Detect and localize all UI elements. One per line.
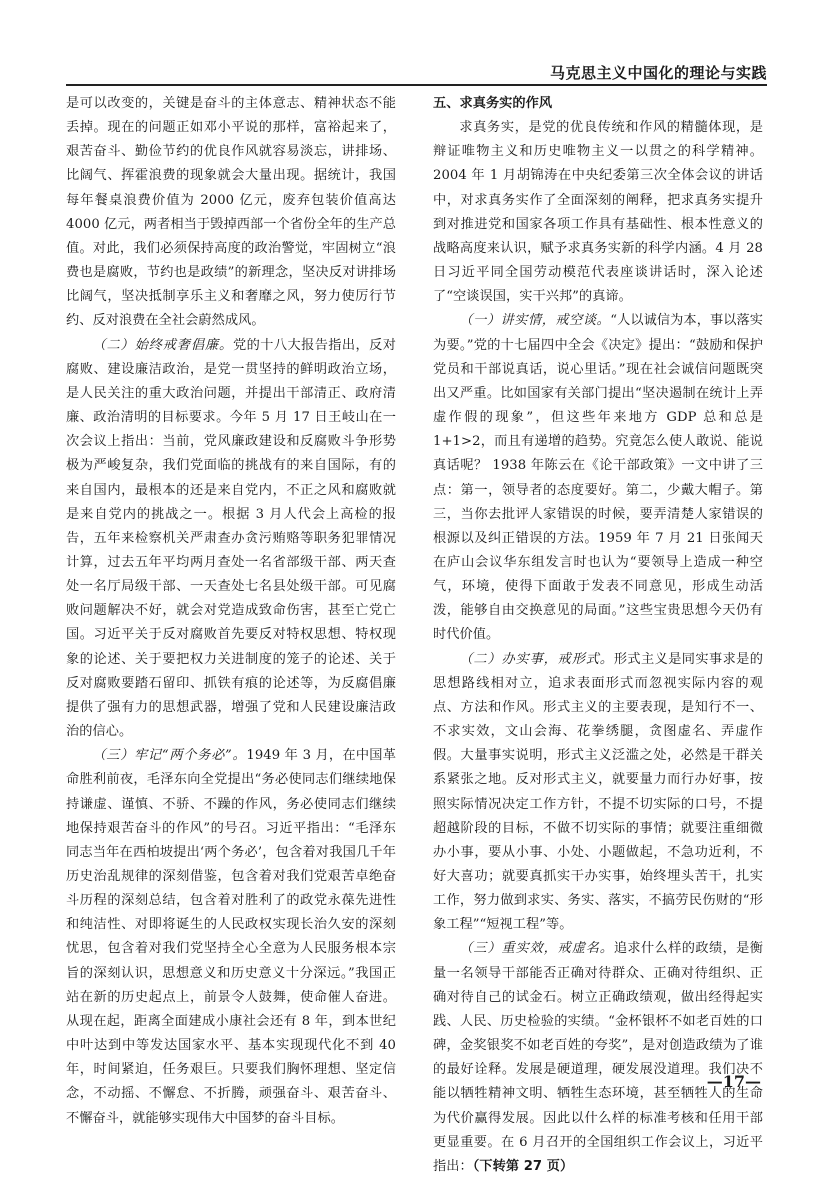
page-number: —17— xyxy=(706,1072,761,1091)
paragraph xyxy=(66,744,396,1131)
section-heading: 五、求真务实的作风 xyxy=(433,96,553,111)
paragraph xyxy=(433,309,763,647)
subsection-heading: （三）牢记“两个务必”。 xyxy=(92,748,247,764)
paragraph: 是可以改变的，关键是奋斗的主体意志、精神状态不能丢掉。现在的问题正如邓小平说的那样，富裕起来了，艰苦奋斗、勤俭节约的优良作风就容易淡忘，讲排场、比阔气、挥霍浪费的现象就会大量出现。据统计，我国每年餐桌浪费价值为 2000 亿元，废弃包装价值高达 4000 亿元，两者相当于毁掉西部一个省份全年的生产总值。对此，我们必须保持高度的政治警觉，牢固树立“浪费也是腐败，节约也是政绩”的新理念，坚决反对讲排场比阔气，坚决抵制享乐主义和奢靡之风，努力使厉行节约、反对浪费在全社会蔚然成风。 xyxy=(66,96,396,329)
journal-section-title: 马克思主义中国化的理论与实践 xyxy=(549,64,767,82)
paragraph xyxy=(433,648,763,938)
paragraph-text: 党的十八大报告指出，反对腐败、建设廉洁政治，是党一贯坚持的鲜明政治立场，是人民关注的重大政治问题，并提出干部清正、政府清廉、政治清明的目标要求。今年 5 月 17 日王岐山在一次会议上指出：当前，党风廉政建设和反腐败斗争形势极为严峻复杂，我们党面临的挑战有的来自国际，有的来自国内，最根本的还是来自党内，不正之风和腐败就是来自党内的挑战之一。根据 3 月人代会上高检的报告，五年来检察机关严肃查办贪污贿赂等职务犯罪情况计算，过去五年平均两月查处一名省部级干部、两天查处一名厅局级干部、一天查处七名县处级干部。可见腐败问题解决不好，就会对党造成致命伤害，甚至亡党亡国。习近平关于反对腐败首先要反对特权思想、特权现象的论述、关于要把权力关进制度的笼子的论述、关于反对腐败要踏石留印、抓铁有痕的论述等，为反腐倡廉提供了强有力的思想武器，增强了党和人民建设廉洁政治的信心。 xyxy=(66,337,396,740)
subsection-heading: （一）讲实情，戒空谈。 xyxy=(459,313,611,329)
running-header xyxy=(0,0,827,90)
header-divider xyxy=(66,84,767,86)
subsection-heading: （二）办实事，戒形式。 xyxy=(459,651,614,667)
subsection-heading: （二）始终戒奢倡廉。 xyxy=(92,337,234,353)
paragraph xyxy=(433,937,763,1179)
paragraph: 求真务实，是党的优良传统和作风的精髓体现，是辩证唯物主义和历史唯物主义一以贯之的科学精神。2004 年 1 月胡锦涛在中央纪委第三次全体会议的讲话中，对求真务实作了全面深刻的阐释，把求真务实提升到对推进党和国家各项工作具有基础性、根本性意义的战略高度来认识，赋予求真务实新的科学内涵。4 月 28 日习近平同全国劳动模范代表座谈讲话时，深入论述了“空谈误国，实干兴邦”的真谛。 xyxy=(433,120,763,305)
paragraph-text: 追求什么样的政绩，是衡量一名领导干部能否正确对待群众、正确对待组织、正确对待自己的试金石。树立正确政绩观，做出经得起实践、人民、历史检验的实绩。“金杯银杯不如老百姓的口碑，金奖银奖不如老百姓的夸奖”，是对创造政绩为了谁的最好诠释。发展是硬道理，硬发展没道理。我们决不能以牺牲精神文明、牺牲生态环境，甚至牺牲人的生命为代价赢得发展。因此以什么样的标准考核和任用干部更显重要。在 6 月召开的全国组织工作会议上，习近平指出： xyxy=(433,941,763,1174)
right-column xyxy=(433,92,763,1179)
paragraph-text: 形式主义是同实事求是的思想路线相对立，追求表面形式而忽视实际内容的观点、方法和作风。形式主义的主要表现，是知行不一、不求实效，文山会海、花拳绣腿，贪图虚名、弄虚作假。大量事实说明，形式主义泛滥之处，必然是干群关系紧张之地。反对形式主义，就要量力而行办好事，按照实际情况决定工作方针，不提不切实际的口号，不提超越阶段的目标，不做不切实际的事情；就要注重细微办小事，要从小事、小处、小题做起，不急功近利，不好大喜功；就要真抓实干办实事，始终埋头苦干，扎实工作，努力做到求实、务实、落实，不搞劳民伤财的“形象工程”“短视工程”等。 xyxy=(433,651,763,933)
paragraph-text: 1949 年 3 月，在中国革命胜利前夜，毛泽东向全党提出“务必使同志们继续地保持谦虚、谨慎、不骄、不躁的作风，务必使同志们继续地保持艰苦奋斗的作风”的号召。习近平指出：“毛泽东同志当年在西柏坡提出‘两个务必’，包含着对我国几千年历史治乱规律的深刻借鉴，包含着对我们党艰苦卓绝奋斗历程的深刻总结，包含着对胜利了的政党永葆先进性和纯洁性、对即将诞生的人民政权实现长治久安的深刻忧思，包含着对我们党坚持全心全意为人民服务根本宗旨的深刻认识，思想意义和历史意义十分深远。”我国正站在新的历史起点上，前景令人鼓舞，使命催人奋进。从现在起，距离全面建成小康社会还有 8 年，到本世纪中叶达到中等发达国家水平、基本实现现代化不到 40 年，时间紧迫，任务艰巨。只要我们胸怀理想、坚定信念，不动摇、不懈怠、不折腾，顽强奋斗、艰苦奋斗、不懈奋斗，就能够实现伟大中国梦的奋斗目标。 xyxy=(66,748,397,1126)
left-column xyxy=(66,92,396,1131)
subsection-heading: （三）重实效，戒虚名。 xyxy=(459,941,614,957)
paragraph xyxy=(66,334,396,745)
continuation-note: （下转第 27 页） xyxy=(472,1158,574,1174)
paragraph-text: “人以诚信为本，事以落实为要。”党的十七届四中全会《决定》提出：“鼓励和保护党员和干部说真话，说心里话。”现在社会诚信问题既突出又严重。比如国家有关部门提出“坚决遏制在统计上弄虚作假的现象”，但这些年来地方 GDP 总和总是 1+1>2，而且有递增的趋势。究竟怎么使人敢说、能说真话呢？ 1938 年陈云在《论干部政策》一文中讲了三点：第一，领导者的态度要好。第二，少戴大帽子。第三，当你去批评人家错误的时候，要弄清楚人家错误的根源以及纠正错误的方法。1959 年 7 月 21 日张闻天在庐山会议华东组发言时也认为“要领导上造成一种空气，环境，使得下面敢于发表不同意见，形成生动活泼，能够自由交换意见的局面。”这些宝贵思想今天仍有时代价值。 xyxy=(433,313,764,643)
